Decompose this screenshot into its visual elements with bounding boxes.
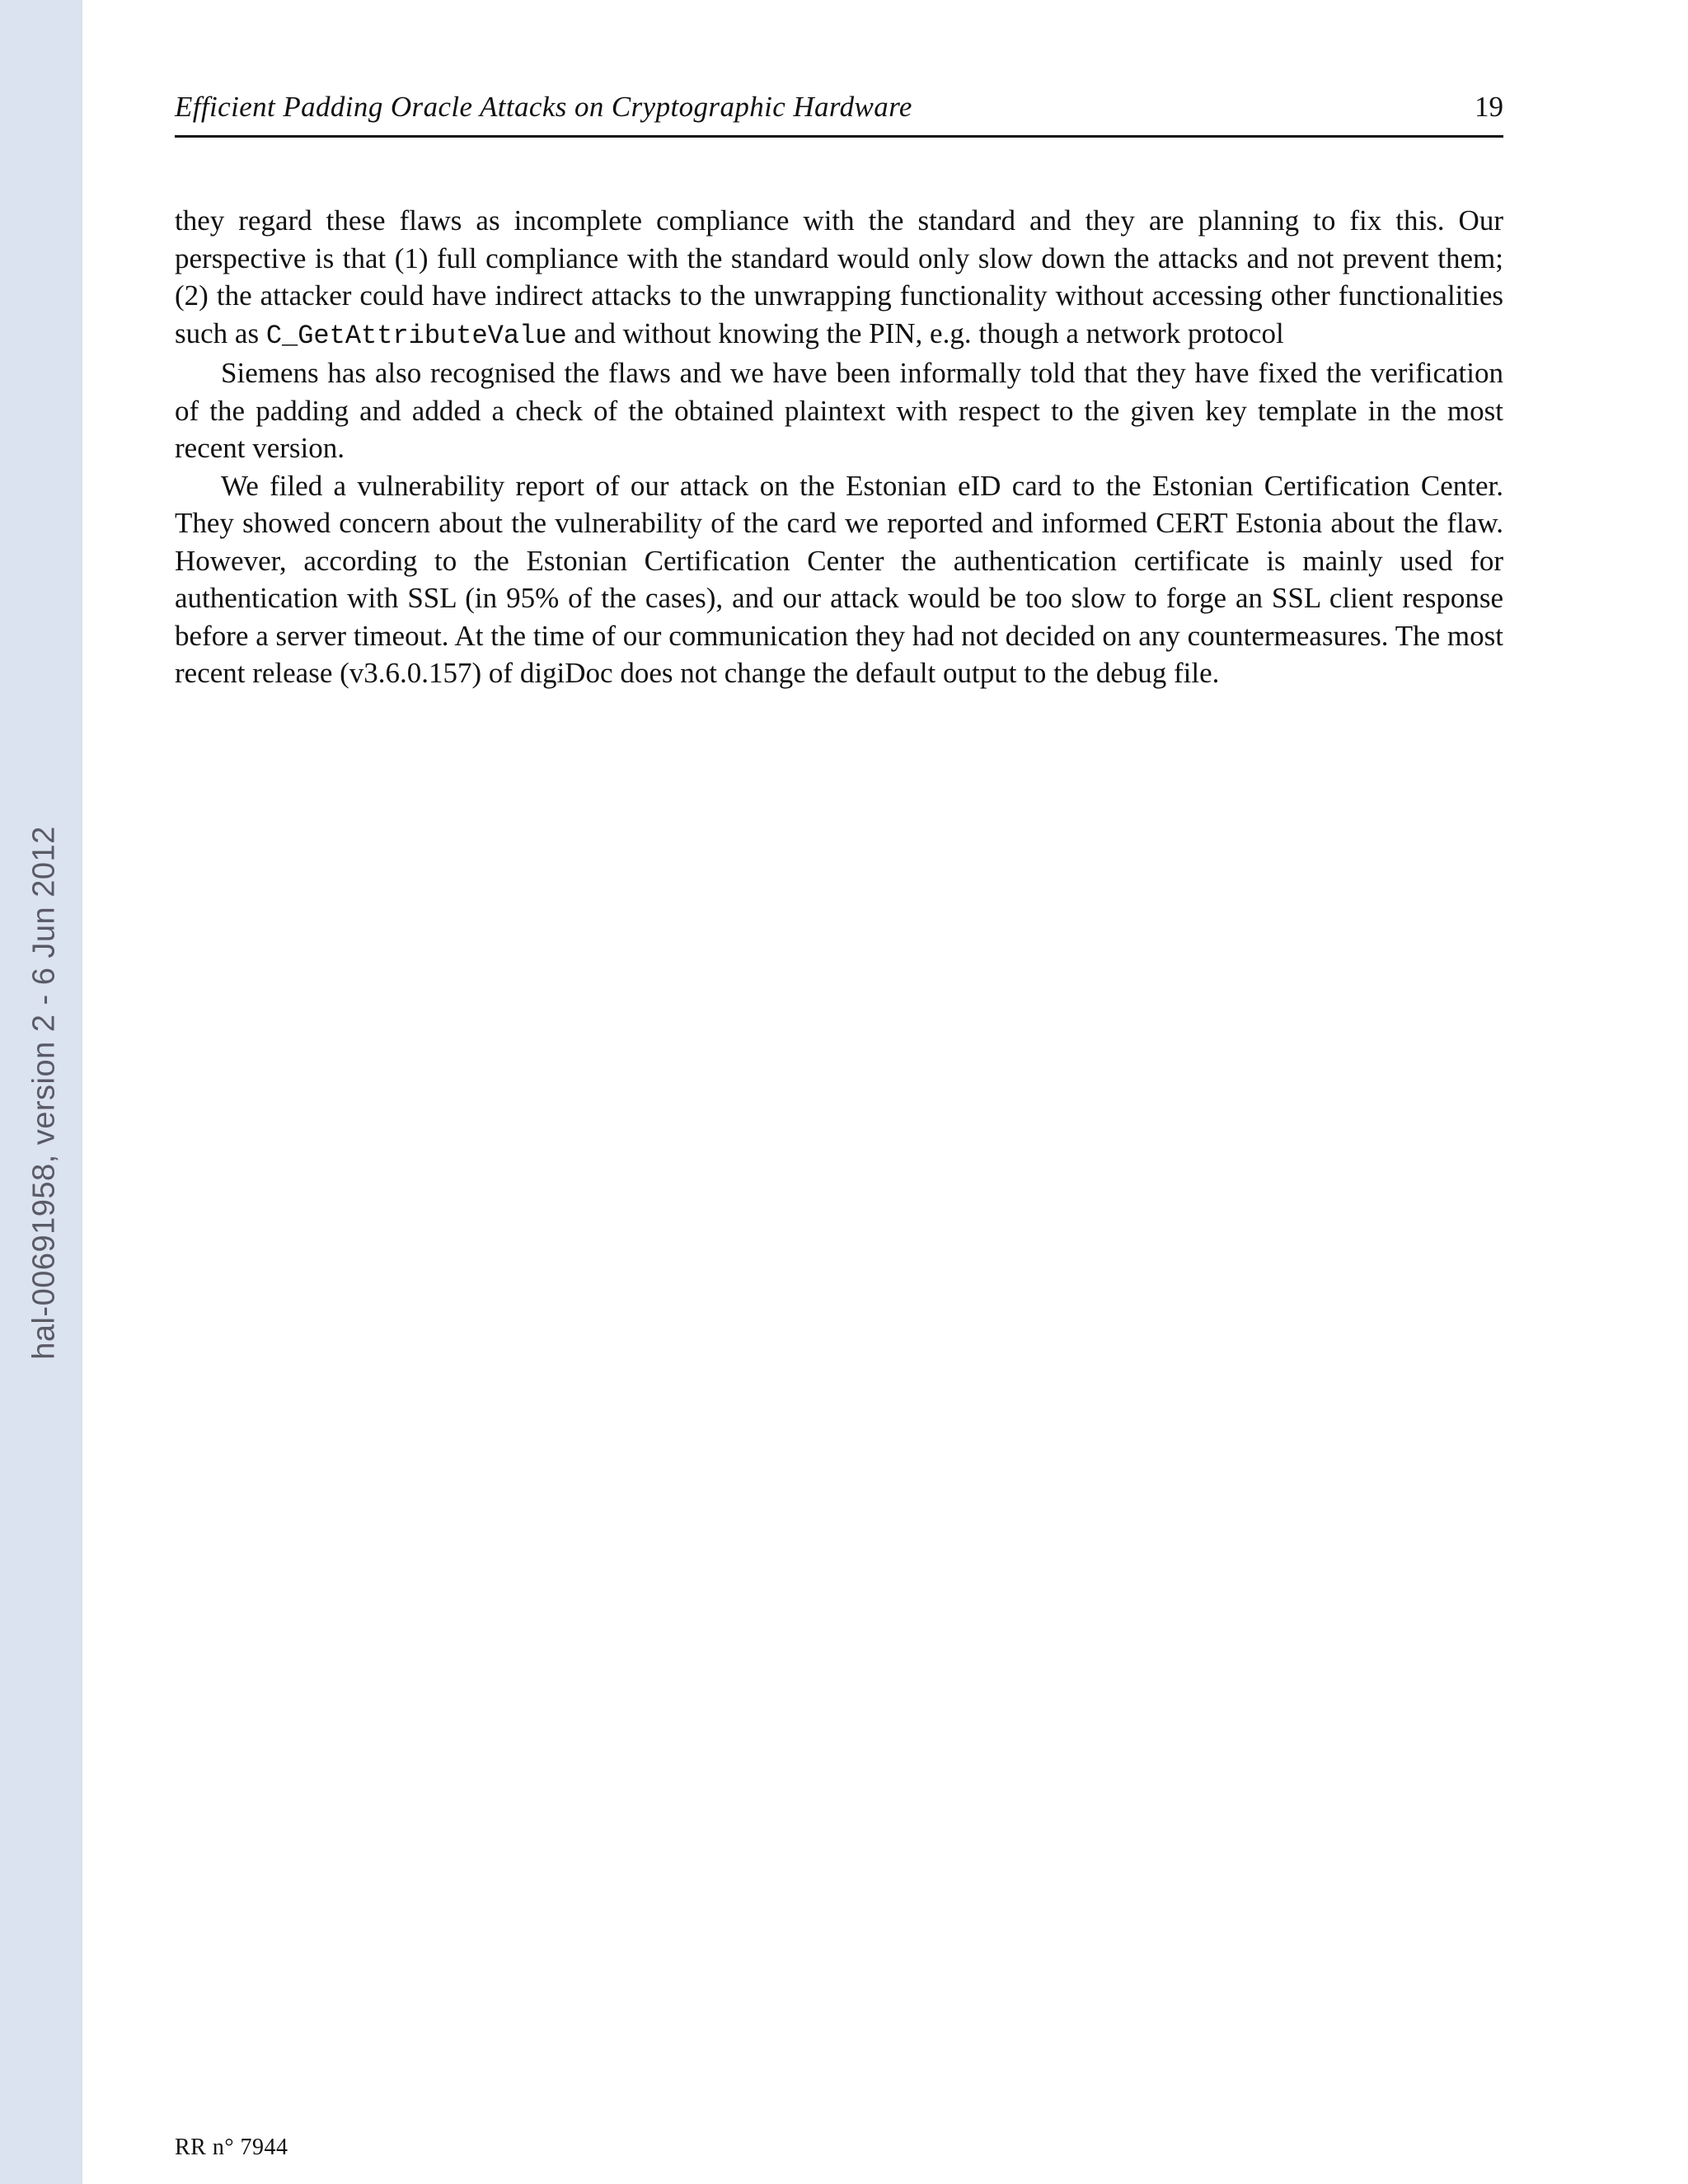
side-strip	[0, 0, 82, 2184]
paragraph-1	[175, 202, 1503, 354]
page-header	[175, 89, 1503, 138]
hal-id-stamp: hal-00691958, version 2 - 6 Jun 2012	[26, 826, 62, 1360]
page-number: 19	[1475, 91, 1503, 123]
paragraph-3: We filed a vulnerability report of our attack on the Estonian eID card to the Estonian Certification Center. They showed concern about the vulnerability of the card we reported and informed CERT Estonia about the flaw. However, according to the Estonian Certification Center the authentication certificate is mainly used for authentication with SSL (in 95% of the cases), and our attack would be too slow to forge an SSL client response before a server timeout. At the time of our communication they had not decided on any countermeasures. The most recent release (v3.6.0.157) of digiDoc does not change the default output to the debug file.	[175, 469, 1503, 689]
paragraph-1-text-after: and without knowing the PIN, e.g. though a network protocol	[566, 316, 1284, 349]
paragraph-1-text-before: they regard these flaws as incomplete compliance with the standard and they are planning to fix this. Our perspective is that (1) full compliance with the standard would only slow down the attacks and not prevent them; (2) the attacker could have indirect attacks to the unwrapping functionality without accessing other functionalities such as	[175, 204, 1503, 349]
page-footer: RR n° 7944	[175, 2135, 288, 2160]
paragraph-2: Siemens has also recognised the flaws and we have been informally told that they have fixed the verification of the padding and added a check of the obtained plaintext with respect to the given key template in the most recent version.	[175, 357, 1503, 464]
inline-code: C_GetAttributeValue	[265, 320, 567, 351]
running-title: Efficient Padding Oracle Attacks on Cryptographic Hardware	[175, 91, 912, 123]
body-text	[175, 202, 1503, 692]
